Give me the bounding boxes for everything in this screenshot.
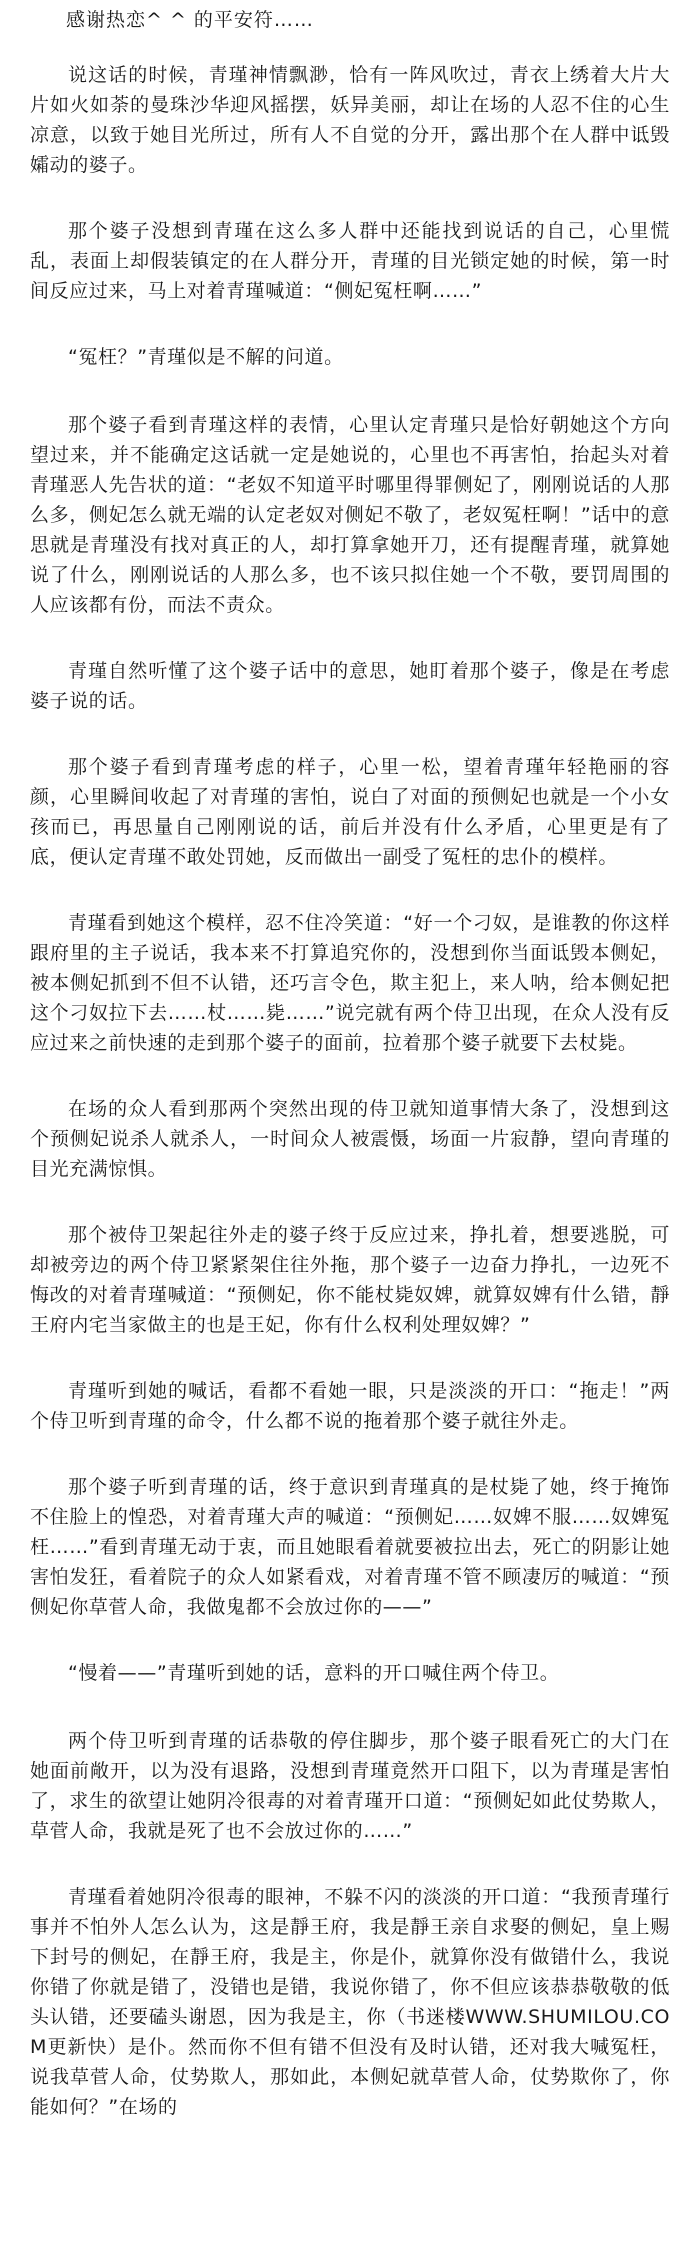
- paragraph: 那个被侍卫架起往外走的婆子终于反应过来，挣扎着，想要逃脱，可却被旁边的两个侍卫紧紧架住往外拖，那个婆子一边奋力挣扎，一边死不悔改的对着青瑾喊道：“预侧妃，你不能杖毙奴婢，就算奴婢有什么错，靜王府内宅当家做主的也是王妃，你有什么权利处理奴婢？”: [30, 1224, 670, 1336]
- paragraph: “慢着——”青瑾听到她的话，意料的开口喊住两个侍卫。: [68, 1662, 560, 1684]
- paragraph: 那个婆子没想到青瑾在这么多人群中还能找到说话的自己，心里慌乱，表面上却假装镇定的在人群分开，青瑾的目光锁定她的时候，第一时间反应过来，马上对着青瑾喊道：“侧妃冤枉啊……”: [30, 220, 670, 302]
- paragraph: 青瑾看着她阴冷很毒的眼神，不躲不闪的淡淡的开口道：“我预青瑾行事并不怕外人怎么认为，这是靜王府，我是靜王亲自求娶的侧妃，皇上赐下封号的侧妃，在靜王府，我是主，你是仆，就算你没有做错什么，我说你错了你就是错了，没错也是错，我说你错了，你不但应该恭恭敬敬的低头认错，还要磕头谢恩，因为我是主，你（书迷楼WWW.SHUMILOU.COM更新快）是仆。然而你不但有错不但没有及时认错，还对我大喊冤枉，说我草菅人命，仗势欺人，那如此，本侧妃就草菅人命，仗势欺你了，你能如何？”在场的: [30, 1886, 670, 2118]
- thanks-line: 感谢热恋^ ^ 的平安符……: [66, 9, 314, 31]
- paragraph: 青瑾自然听懂了这个婆子话中的意思，她盯着那个婆子，像是在考虑婆子说的话。: [30, 660, 670, 712]
- paragraph: “冤枉？”青瑾似是不解的问道。: [68, 346, 344, 368]
- paragraph: 那个婆子听到青瑾的话，终于意识到青瑾真的是杖毙了她，终于掩饰不住脸上的惶恐，对着青瑾大声的喊道：“预侧妃……奴婢不服……奴婢冤枉……”看到青瑾无动于衷，而且她眼看着就要被拉出去，死亡的阴影让她害怕发狂，看着院子的众人如紧看戏，对着青瑾不管不顾凄厉的喊道：“预侧妃你草菅人命，我做鬼都不会放过你的——”: [30, 1476, 670, 1618]
- paragraph: 青瑾看到她这个模样，忍不住冷笑道：“好一个刁奴，是谁教的你这样跟府里的主子说话，我本来不打算追究你的，没想到你当面诋毁本侧妃，被本侧妃抓到不但不认错，还巧言令色，欺主犯上，来人呐，给本侧妃把这个刁奴拉下去……杖……毙……”说完就有两个侍卫出现，在众人没有反应过来之前快速的走到那个婆子的面前，拉着那个婆子就要下去杖毙。: [30, 912, 670, 1054]
- paragraph: 那个婆子看到青瑾这样的表情，心里认定青瑾只是恰好朝她这个方向望过来，并不能确定这话就一定是她说的，心里也不再害怕，抬起头对着青瑾恶人先告状的道：“老奴不知道平时哪里得罪侧妃了，刚刚说话的人那么多，侧妃怎么就无端的认定老奴对侧妃不敬了，老奴冤枉啊！”话中的意思就是青瑾没有找对真正的人，却打算拿她开刀，还有提醒青瑾，就算她说了什么，刚刚说话的人那么多，也不该只拟住她一个不敬，要罚周围的人应该都有份，而法不责众。: [30, 414, 670, 616]
- paragraph: 两个侍卫听到青瑾的话恭敬的停住脚步，那个婆子眼看死亡的大门在她面前敞开，以为没有退路，没想到青瑾竟然开口阻下，以为青瑾是害怕了，求生的欲望让她阴冷很毒的对着青瑾开口道：“预侧妃如此仗势欺人，草菅人命，我就是死了也不会放过你的……”: [30, 1730, 670, 1842]
- paragraph: 说这话的时候，青瑾神情飘渺，恰有一阵风吹过，青衣上绣着大片大片如火如荼的曼珠沙华迎风摇摆，妖异美丽，却让在场的人忍不住的心生凉意，以致于她目光所过，所有人不自觉的分开，露出那个在人群中诋毁孀动的婆子。: [30, 64, 670, 176]
- paragraph: 在场的众人看到那两个突然出现的侍卫就知道事情大条了，没想到这个预侧妃说杀人就杀人，一时间众人被震慑，场面一片寂静，望向青瑾的目光充满惊惧。: [30, 1098, 670, 1180]
- paragraph: 青瑾听到她的喊话，看都不看她一眼，只是淡淡的开口：“拖走！”两个侍卫听到青瑾的命令，什么都不说的拖着那个婆子就往外走。: [30, 1380, 670, 1432]
- paragraph: 那个婆子看到青瑾考虑的样子，心里一松，望着青瑾年轻艳丽的容颜，心里瞬间收起了对青瑾的害怕，说白了对面的预侧妃也就是一个小女孩而已，再思量自己刚刚说的话，前后并没有什么矛盾，心里更是有了底，便认定青瑾不敢处罚她，反而做出一副受了冤枉的忠仆的模样。: [30, 756, 670, 868]
